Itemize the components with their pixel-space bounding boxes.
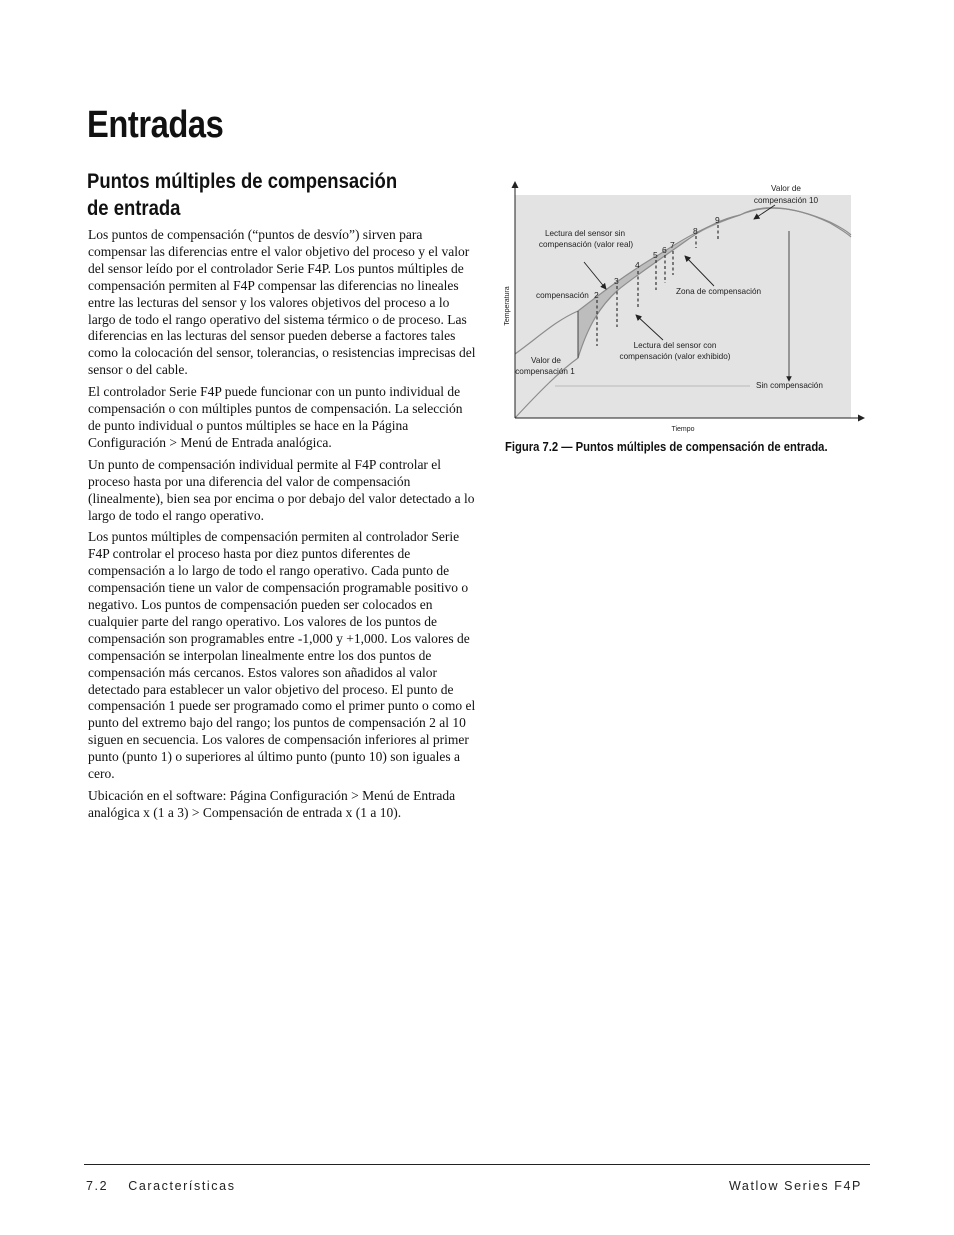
label-valor-10-line2: compensación 10	[753, 196, 819, 205]
label-valor-1-line1: Valor de	[531, 356, 561, 365]
paragraph: Los puntos de compensación (“puntos de desvío”) sirven para compensar las diferencias entre el valor objetivo del proceso y el valor del sensor leído por el controlador Serie F4P. Los puntos múltiples de compensación permiten al F4P compensar las diferencias no lineales entre las lecturas del sensor y los valores objetivos del proceso a lo largo de todo el rango operativo del sistema térmico o de proceso. Las diferencias en las lecturas del sensor pueden deberse a factores tales como la colocación del sensor, tolerancias, o resistencias imprecisas del sensor o del cable.	[88, 227, 476, 378]
point-number: 7	[670, 240, 675, 250]
compensation-diagram	[500, 176, 870, 438]
point-number: 6	[662, 245, 667, 255]
y-axis-label: Temperatura	[504, 286, 511, 326]
footer-rule	[84, 1164, 870, 1165]
footer-product: Watlow Series F4P	[728, 1179, 862, 1193]
label-valor-10-line1: Valor de	[771, 184, 801, 193]
compensation-figure	[500, 176, 870, 438]
paragraph: El controlador Serie F4P puede funcionar con un punto individual de compensación o con múltiples puntos de compensación. La selección de punto individual o puntos múltiples se hace en la Página Configuración > Menú de Entrada analógica.	[88, 384, 463, 450]
footer-page-number: 7.2	[86, 1179, 109, 1193]
point-number: 4	[635, 260, 640, 270]
label-valor-1-line2: compensación 1	[515, 367, 575, 376]
point-number: 5	[653, 250, 658, 260]
label-lectura-real-line2: compensación (valor real)	[538, 240, 634, 249]
label-lectura-exhibido-line1: Lectura del sensor con	[633, 341, 717, 350]
point-number: 9	[715, 215, 720, 225]
x-axis-label: Tiempo	[671, 426, 695, 433]
page-title: Entradas	[87, 104, 224, 146]
label-lectura-real-line1: Lectura del sensor sin	[544, 229, 626, 238]
label-compensacion: compensación	[536, 291, 589, 300]
label-lectura-exhibido-line2: compensación (valor exhibido)	[619, 352, 731, 361]
paragraph: Los puntos múltiples de compensación permiten al controlador Serie F4P controlar el proceso hasta por diez puntos diferentes de compensación a lo largo de todo el rango operativo. Cada punto de compensación tiene un valor de compensación programable positivo o negativo. Los puntos de compensación pueden ser colocados en cualquier parte del rango operativo. Los valores de los puntos de compensación son programables entre -1,000 y +1,000. Los valores de compensación se interpolan linealmente entre los dos puntos de compensación más cercanos. Estos valores son añadidos al valor detectado para establecer un valor objetivo del proceso. El punto de compensación 1 puede ser programado como el primer punto o como el punto del extremo bajo del rango; los puntos de compensación 2 al 10 siguen en secuencia. Los valores de compensación inferiores al primer punto (punto 1) o superiores al último punto (punto 10) son iguales a cero.	[88, 529, 476, 782]
label-zona: Zona de compensación	[676, 287, 762, 296]
footer-section: Características	[128, 1179, 236, 1193]
point-number: 3	[614, 276, 619, 286]
point-number: 8	[693, 226, 698, 236]
label-sin-compensacion: Sin compensación	[756, 381, 823, 390]
section-title: Puntos múltiples de compensación de entrada	[87, 170, 398, 220]
body-text	[88, 227, 476, 827]
paragraph: Ubicación en el software: Página Configuración > Menú de Entrada analógica x (1 a 3) > Compensación de entrada x (1 a 10).	[88, 788, 456, 820]
figure-caption: Figura 7.2 — Puntos múltiples de compensación de entrada.	[505, 440, 828, 454]
point-number: 2	[594, 290, 599, 300]
footer-left	[86, 1179, 236, 1193]
paragraph: Un punto de compensación individual permite al F4P controlar el proceso hasta por una diferencia del valor de compensación (linealmente), bien sea por encima o por debajo del valor detectado a lo largo de todo el rango operativo.	[88, 456, 475, 523]
